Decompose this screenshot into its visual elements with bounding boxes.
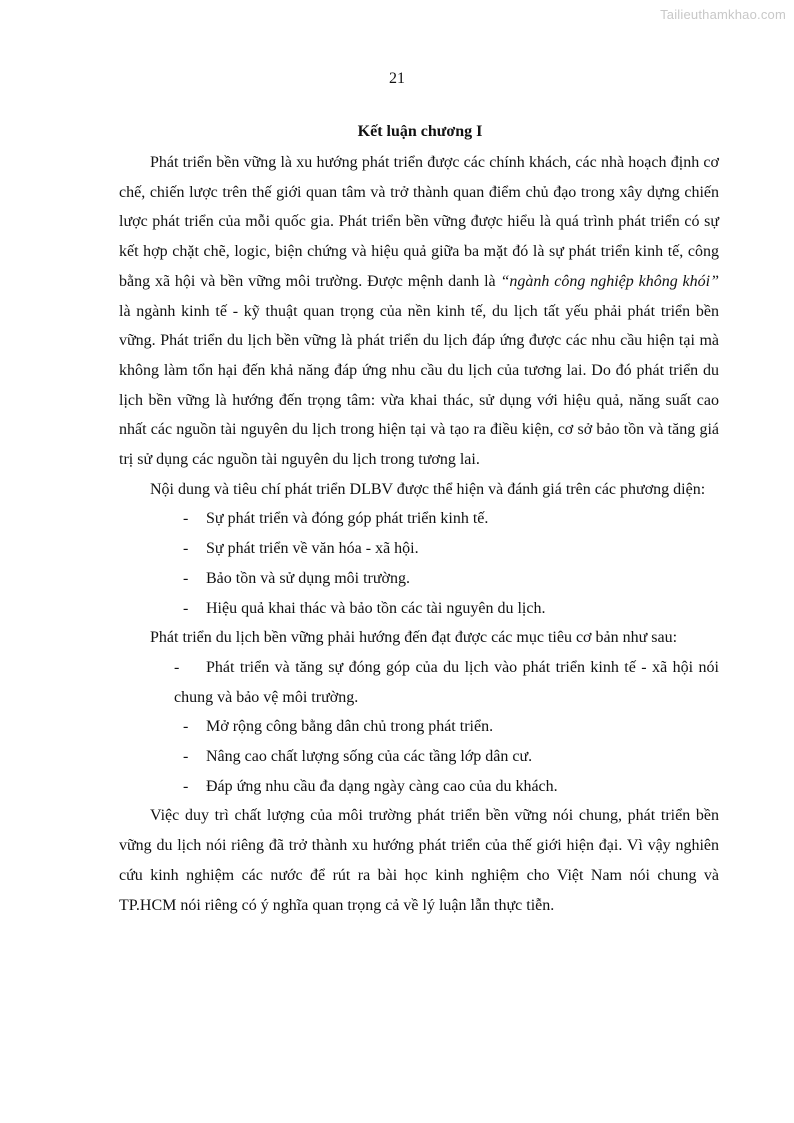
list-item: - Bảo tồn và sử dụng môi trường. — [183, 569, 411, 587]
paragraph-2: Nội dung và tiêu chí phát triển DLBV được thể hiện và đánh giá trên các phương diện: — [150, 480, 706, 498]
list-item-text: Mở rộng công bằng dân chủ trong phát triển. — [206, 718, 494, 736]
list-item: - Sự phát triển về văn hóa - xã hội. — [183, 540, 419, 558]
chapter-conclusion-title: Kết luận chương I — [357, 123, 483, 140]
paragraph-1-text-a: Phát triển bền vững là xu hướng phát triển được các chính khách, các nhà hoạch định cơ chế, chiến lược trên thế giới quan tâm và trở thành quan điểm chủ đạo trong xây dựng chiến lược phát triển của mỗi quốc gia. Phát triển bền vững được hiểu là quá trình phát triển có sự kết hợp chặt chẽ, logic, biện chứng và hiệu quả giữa ba mặt đó là sự phát triển kinh tế, công bằng xã hội và bền vững môi trường. Được mệnh danh là — [119, 154, 719, 290]
paragraph-1-quote: “ngành công nghiệp không khói” — [500, 272, 719, 290]
paragraph-1-text-b: là ngành kinh tế - kỹ thuật quan trọng của nền kinh tế, du lịch tất yếu phải phát triển bền vững. Phát triển du lịch bền vững là phát triển du lịch đáp ứng được các nhu cầu hiện tại mà không làm tổn hại đến khả năng đáp ứng nhu cầu du lịch của tương lai. Do đó phát triển du lịch bền vững là hướng đến trọng tâm: vừa khai thác, sử dụng với hiệu quả, năng suất cao nhất các nguồn tài nguyên du lịch trong hiện tại và tạo ra điều kiện, cơ sở bảo tồn và tăng giá trị sử dụng các nguồn tài nguyên du lịch trong tương lai. — [119, 302, 719, 469]
list-item: - Phát triển và tăng sự đóng góp của du lịch vào phát triển kinh tế - xã hội nói chung và bảo vệ môi trường. — [174, 658, 719, 706]
paragraph-3: Phát triển du lịch bền vững phải hướng đến đạt được các mục tiêu cơ bản như sau: — [150, 629, 678, 647]
list-item-text: Hiệu quả khai thác và bảo tồn các tài nguyên du lịch. — [206, 599, 546, 617]
list-item-text: Bảo tồn và sử dụng môi trường. — [206, 569, 411, 587]
list-item: - Hiệu quả khai thác và bảo tồn các tài nguyên du lịch. — [183, 599, 546, 617]
paragraph-1 — [119, 148, 719, 475]
list-item-text: Nâng cao chất lượng sống của các tầng lớp dân cư. — [206, 748, 533, 766]
list-item-text: Đáp ứng nhu cầu đa dạng ngày càng cao của du khách. — [206, 777, 558, 795]
list-item: - Sự phát triển và đóng góp phát triển kinh tế. — [183, 510, 489, 528]
list-item-text: Sự phát triển về văn hóa - xã hội. — [206, 540, 419, 558]
list-item-text: Phát triển và tăng sự đóng góp của du lịch vào phát triển kinh tế - xã hội nói chung và bảo vệ môi trường. — [174, 658, 719, 706]
list-item: - Đáp ứng nhu cầu đa dạng ngày càng cao của du khách. — [183, 777, 558, 795]
document-body — [119, 148, 719, 920]
page-number: 21 — [389, 70, 405, 87]
list-item-text: Sự phát triển và đóng góp phát triển kinh tế. — [206, 510, 489, 528]
paragraph-4: Việc duy trì chất lượng của môi trường phát triển bền vững nói chung, phát triển bền vững du lịch nói riêng đã trở thành xu hướng phát triển của thế giới hiện đại. Vì vậy nghiên cứu kinh nghiệm các nước để rút ra bài học kinh nghiệm cho Việt Nam nói chung và TP.HCM nói riêng có ý nghĩa quan trọng cả về lý luận lẫn thực tiễn. — [119, 807, 719, 914]
watermark: Tailieuthamkhao.com — [660, 7, 786, 22]
list-item: - Nâng cao chất lượng sống của các tầng lớp dân cư. — [183, 748, 533, 766]
list-item: - Mở rộng công bằng dân chủ trong phát triển. — [183, 718, 494, 736]
